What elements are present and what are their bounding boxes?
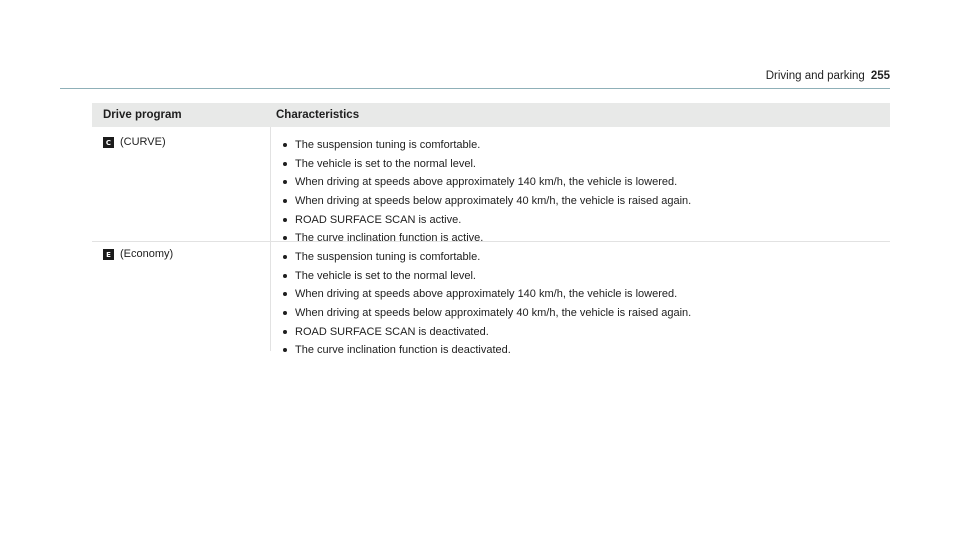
drive-program-cell <box>92 241 270 351</box>
characteristics-cell <box>270 241 890 357</box>
characteristics-list <box>277 136 890 248</box>
economy-mode-icon: E <box>103 249 114 260</box>
column-header-drive-program: Drive program <box>103 109 182 121</box>
section-title: Driving and parking <box>765 70 865 82</box>
drive-program-cell <box>92 127 270 241</box>
table-row <box>92 241 890 357</box>
list-item: When driving at speeds above approximately 140 km/h, the vehicle is lowered. <box>277 173 890 192</box>
list-item: The curve inclination function is active. <box>277 229 890 248</box>
page-number: 255 <box>870 70 890 82</box>
list-item: The vehicle is set to the normal level. <box>277 155 890 174</box>
list-item: ROAD SURFACE SCAN is deactivated. <box>277 323 890 342</box>
curve-mode-icon: C <box>103 137 114 148</box>
list-item: When driving at speeds above approximately 140 km/h, the vehicle is lowered. <box>277 285 890 304</box>
list-item: ROAD SURFACE SCAN is active. <box>277 211 890 230</box>
column-header-characteristics: Characteristics <box>276 109 360 121</box>
list-item: When driving at speeds below approximately 40 km/h, the vehicle is raised again. <box>277 192 890 211</box>
table-header <box>92 103 890 127</box>
drive-program-name: (Economy) <box>120 248 174 260</box>
list-item: The suspension tuning is comfortable. <box>277 136 890 155</box>
table-row <box>92 127 890 245</box>
list-item: The suspension tuning is comfortable. <box>277 248 890 267</box>
drive-program-table <box>92 103 890 357</box>
characteristics-cell <box>270 127 890 245</box>
list-item: When driving at speeds below approximately 40 km/h, the vehicle is raised again. <box>277 304 890 323</box>
list-item: The vehicle is set to the normal level. <box>277 267 890 286</box>
drive-program-name: (CURVE) <box>120 136 166 148</box>
running-header <box>766 70 890 82</box>
list-item: The curve inclination function is deactivated. <box>277 341 890 360</box>
characteristics-list <box>277 248 890 360</box>
page-header <box>60 62 890 89</box>
